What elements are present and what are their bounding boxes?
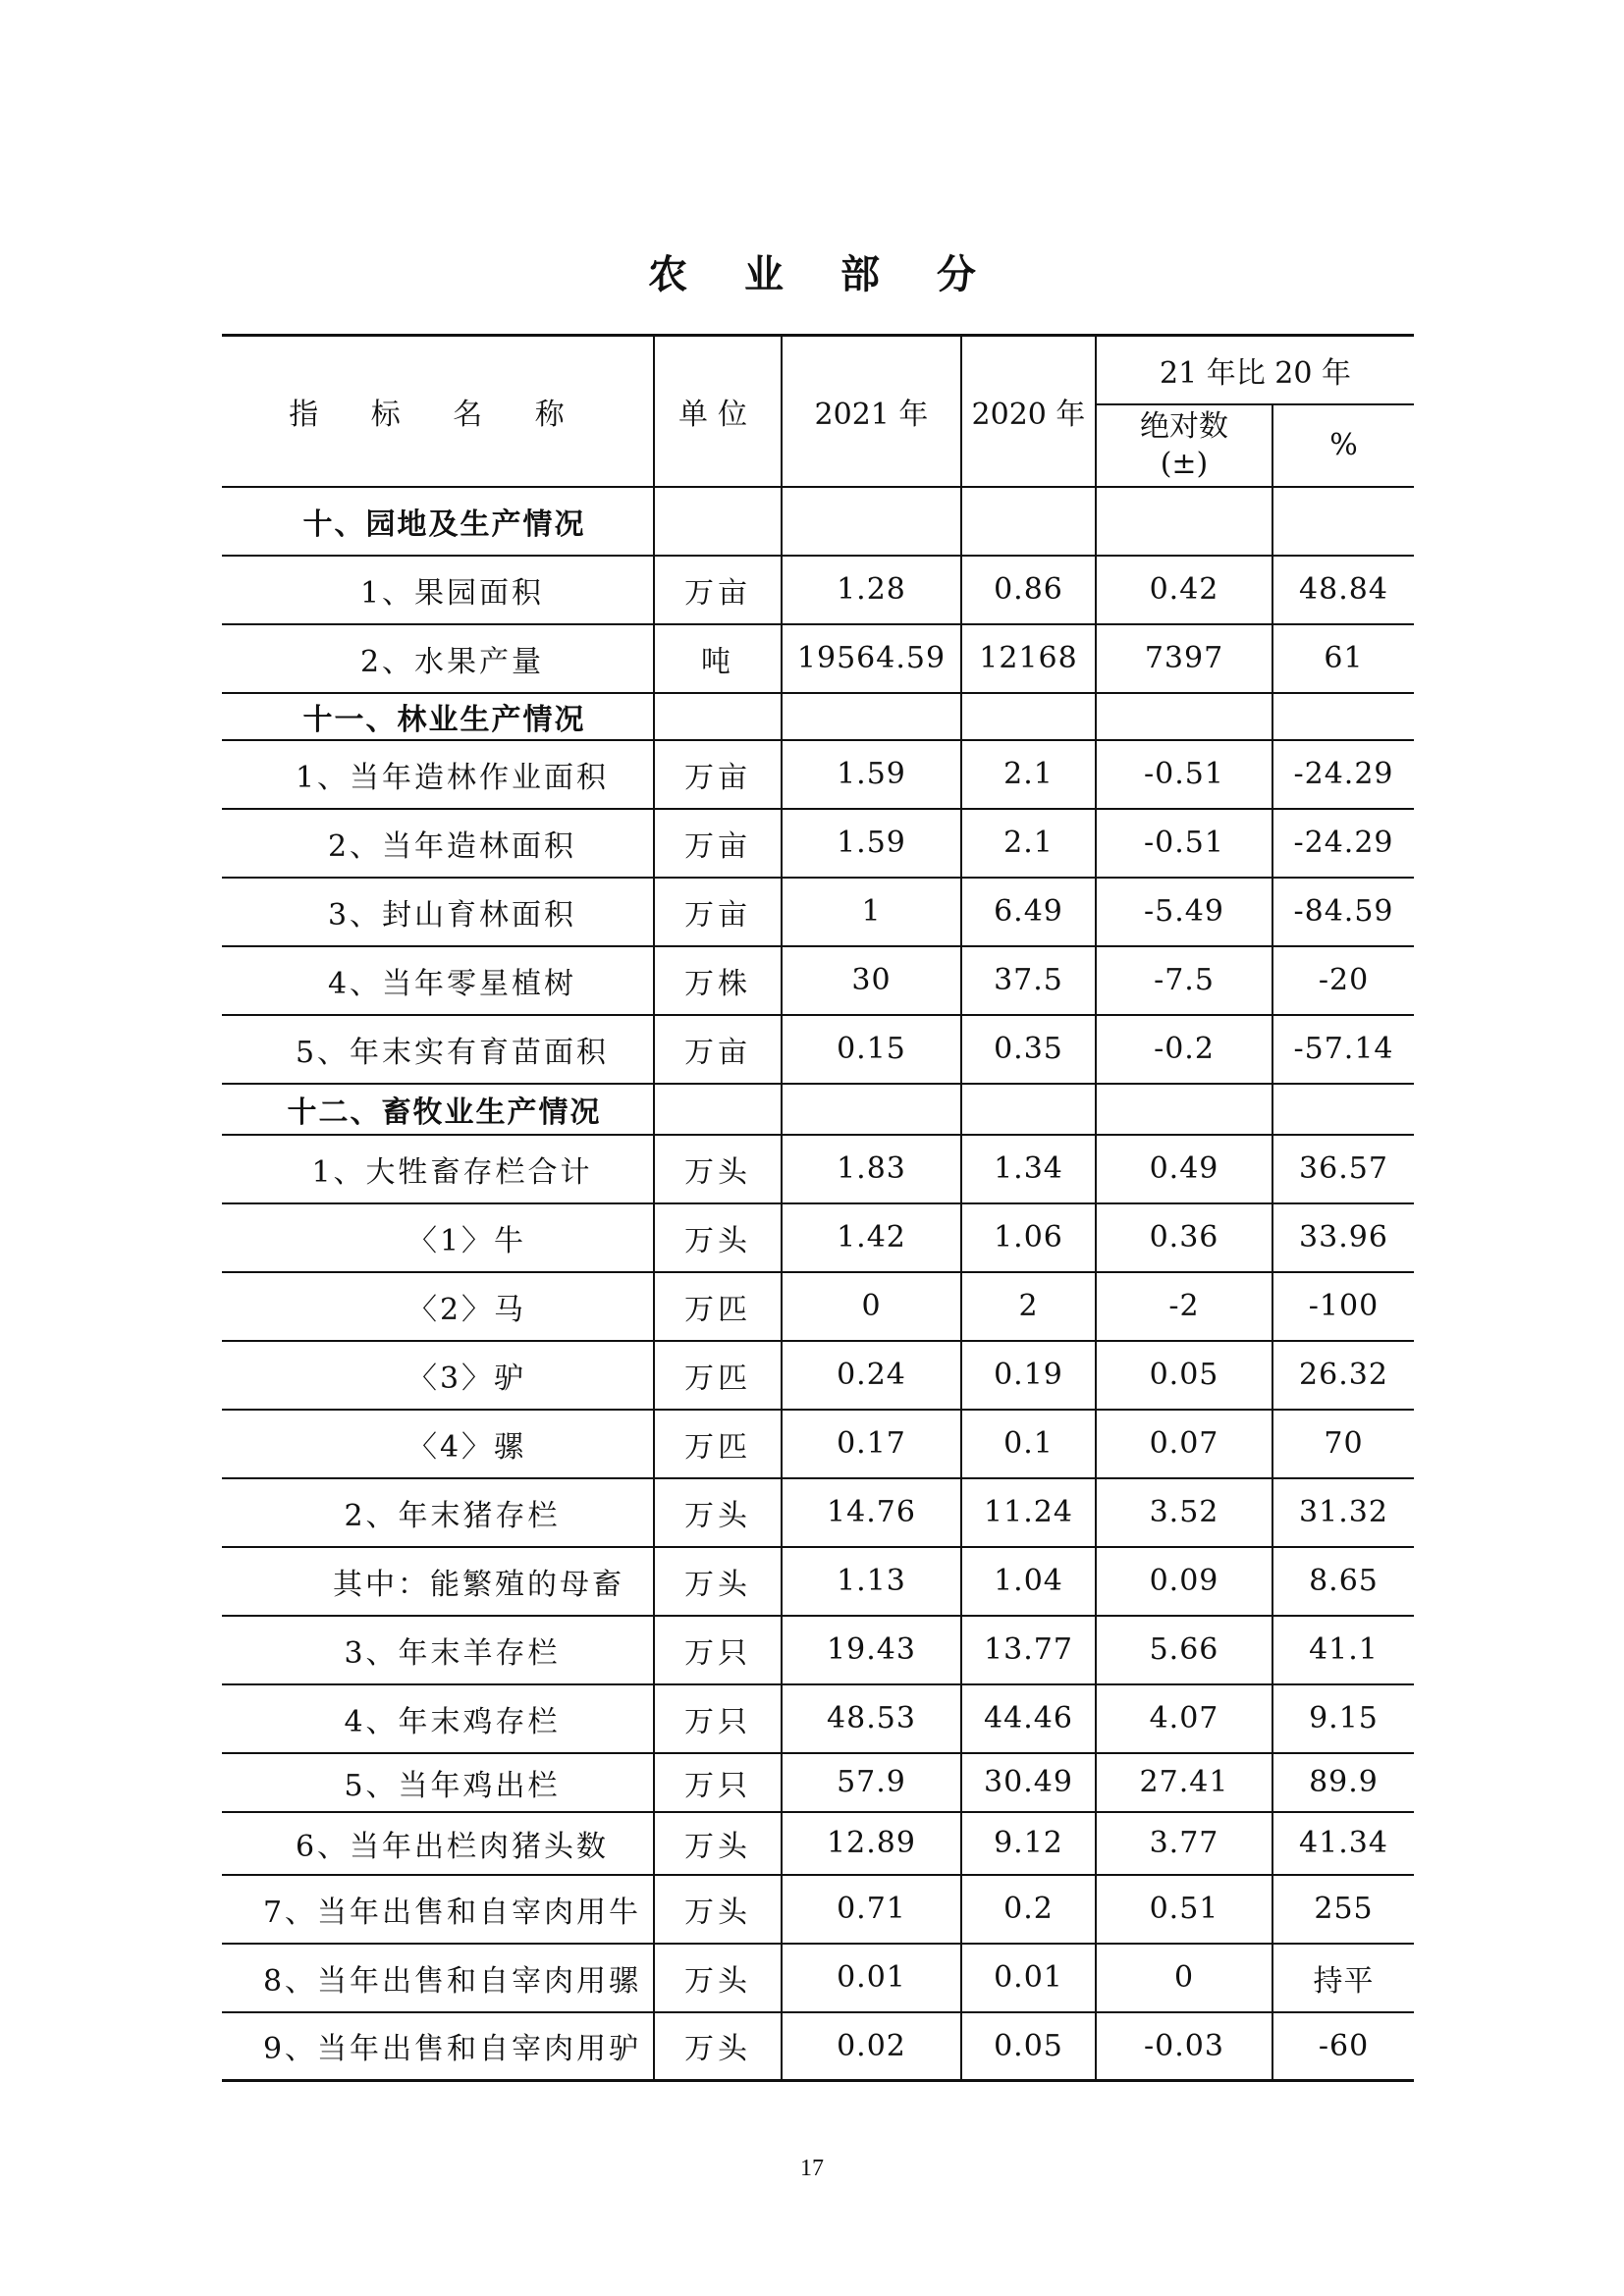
table-row bbox=[222, 556, 1414, 624]
value-2020-cell: 0.2 bbox=[961, 1875, 1096, 1944]
percent-change-cell: 70 bbox=[1272, 1410, 1414, 1478]
percent-change-cell: 48.84 bbox=[1272, 556, 1414, 624]
empty-cell bbox=[1096, 1084, 1272, 1135]
value-2020-cell: 6.49 bbox=[961, 878, 1096, 946]
empty-cell bbox=[961, 693, 1096, 740]
indicator-name-cell: 5、当年鸡出栏 bbox=[222, 1753, 654, 1812]
indicator-name-cell: 9、当年出售和自宰肉用驴 bbox=[222, 2012, 654, 2081]
table-row bbox=[222, 1015, 1414, 1084]
unit-cell: 万只 bbox=[654, 1616, 782, 1684]
section-title: 十、园地及生产情况 bbox=[222, 487, 654, 556]
indicator-name-cell: 2、年末猪存栏 bbox=[222, 1478, 654, 1547]
value-2021-cell: 0 bbox=[782, 1272, 961, 1341]
value-2021-cell: 0.24 bbox=[782, 1341, 961, 1410]
value-2020-cell: 1.04 bbox=[961, 1547, 1096, 1616]
indicator-name-cell: 1、果园面积 bbox=[222, 556, 654, 624]
unit-cell: 万头 bbox=[654, 1875, 782, 1944]
unit-cell: 万头 bbox=[654, 1812, 782, 1875]
value-2020-cell: 0.05 bbox=[961, 2012, 1096, 2081]
value-2020-cell: 2 bbox=[961, 1272, 1096, 1341]
indicator-name-cell: 7、当年出售和自宰肉用牛 bbox=[222, 1875, 654, 1944]
indicator-name-cell: 2、当年造林面积 bbox=[222, 809, 654, 878]
percent-change-cell: 36.57 bbox=[1272, 1135, 1414, 1203]
unit-cell: 万株 bbox=[654, 946, 782, 1015]
value-2021-cell: 0.71 bbox=[782, 1875, 961, 1944]
empty-cell bbox=[1272, 693, 1414, 740]
percent-change-cell: -100 bbox=[1272, 1272, 1414, 1341]
unit-cell: 万匹 bbox=[654, 1410, 782, 1478]
percent-change-cell: 61 bbox=[1272, 624, 1414, 693]
value-2021-cell: 48.53 bbox=[782, 1684, 961, 1753]
absolute-change-cell: 0.42 bbox=[1096, 556, 1272, 624]
table-row bbox=[222, 2012, 1414, 2081]
absolute-change-cell: 0.36 bbox=[1096, 1203, 1272, 1272]
absolute-change-cell: 0.09 bbox=[1096, 1547, 1272, 1616]
value-2020-cell: 0.01 bbox=[961, 1944, 1096, 2012]
table-header bbox=[222, 336, 1414, 487]
page-number: 17 bbox=[800, 2156, 824, 2181]
table-row bbox=[222, 1547, 1414, 1616]
unit-cell: 万头 bbox=[654, 1203, 782, 1272]
page-title: 农 业 部 分 bbox=[648, 252, 998, 297]
value-2020-cell: 11.24 bbox=[961, 1478, 1096, 1547]
unit-cell: 万头 bbox=[654, 1478, 782, 1547]
unit-cell: 万头 bbox=[654, 1547, 782, 1616]
table-row bbox=[222, 1135, 1414, 1203]
header-absolute-sign: (±) bbox=[1160, 446, 1209, 481]
section-row bbox=[222, 1084, 1414, 1135]
table-row bbox=[222, 1944, 1414, 2012]
value-2020-cell: 30.49 bbox=[961, 1753, 1096, 1812]
value-2021-cell: 0.17 bbox=[782, 1410, 961, 1478]
value-2021-cell: 1.59 bbox=[782, 740, 961, 809]
table-row bbox=[222, 1684, 1414, 1753]
empty-cell bbox=[782, 487, 961, 556]
absolute-change-cell: 3.77 bbox=[1096, 1812, 1272, 1875]
value-2021-cell: 1.59 bbox=[782, 809, 961, 878]
table-row bbox=[222, 740, 1414, 809]
absolute-change-cell: 0 bbox=[1096, 1944, 1272, 2012]
unit-cell: 万头 bbox=[654, 2012, 782, 2081]
table-row bbox=[222, 624, 1414, 693]
percent-change-cell: -24.29 bbox=[1272, 740, 1414, 809]
value-2021-cell: 1 bbox=[782, 878, 961, 946]
header-unit: 单位 bbox=[654, 336, 782, 487]
empty-cell bbox=[654, 693, 782, 740]
percent-change-cell: 26.32 bbox=[1272, 1341, 1414, 1410]
indicator-name-cell: 4、年末鸡存栏 bbox=[222, 1684, 654, 1753]
absolute-change-cell: 3.52 bbox=[1096, 1478, 1272, 1547]
table-row bbox=[222, 1812, 1414, 1875]
table-row bbox=[222, 1875, 1414, 1944]
unit-cell: 万头 bbox=[654, 1135, 782, 1203]
indicator-name-cell: 1、当年造林作业面积 bbox=[222, 740, 654, 809]
section-row bbox=[222, 693, 1414, 740]
percent-change-cell: 持平 bbox=[1272, 1944, 1414, 2012]
header-percent: % bbox=[1272, 404, 1414, 487]
table-row bbox=[222, 1616, 1414, 1684]
table-row bbox=[222, 1272, 1414, 1341]
value-2020-cell: 0.1 bbox=[961, 1410, 1096, 1478]
unit-cell: 万亩 bbox=[654, 740, 782, 809]
absolute-change-cell: -0.2 bbox=[1096, 1015, 1272, 1084]
absolute-change-cell: -7.5 bbox=[1096, 946, 1272, 1015]
header-compare: 21 年比 20 年 bbox=[1096, 336, 1414, 404]
section-title: 十一、林业生产情况 bbox=[222, 693, 654, 740]
empty-cell bbox=[1096, 487, 1272, 556]
indicator-name-cell: 〈4〉骡 bbox=[222, 1410, 654, 1478]
absolute-change-cell: 7397 bbox=[1096, 624, 1272, 693]
unit-cell: 万只 bbox=[654, 1684, 782, 1753]
value-2021-cell: 12.89 bbox=[782, 1812, 961, 1875]
absolute-change-cell: -0.51 bbox=[1096, 809, 1272, 878]
empty-cell bbox=[961, 1084, 1096, 1135]
agriculture-stats-table bbox=[222, 334, 1414, 2082]
value-2021-cell: 0.01 bbox=[782, 1944, 961, 2012]
absolute-change-cell: 27.41 bbox=[1096, 1753, 1272, 1812]
indicator-name-cell: 4、当年零星植树 bbox=[222, 946, 654, 1015]
percent-change-cell: -60 bbox=[1272, 2012, 1414, 2081]
header-year-2021: 2021 年 bbox=[782, 336, 961, 487]
value-2020-cell: 0.19 bbox=[961, 1341, 1096, 1410]
value-2021-cell: 19564.59 bbox=[782, 624, 961, 693]
empty-cell bbox=[782, 1084, 961, 1135]
unit-cell: 万亩 bbox=[654, 1015, 782, 1084]
empty-cell bbox=[1272, 1084, 1414, 1135]
value-2020-cell: 44.46 bbox=[961, 1684, 1096, 1753]
unit-cell: 万亩 bbox=[654, 809, 782, 878]
percent-change-cell: 9.15 bbox=[1272, 1684, 1414, 1753]
indicator-name-cell: 其中：能繁殖的母畜 bbox=[222, 1547, 654, 1616]
table-row bbox=[222, 946, 1414, 1015]
absolute-change-cell: 4.07 bbox=[1096, 1684, 1272, 1753]
indicator-name-cell: 〈2〉马 bbox=[222, 1272, 654, 1341]
table-row bbox=[222, 809, 1414, 878]
percent-change-cell: 41.1 bbox=[1272, 1616, 1414, 1684]
table-row bbox=[222, 1478, 1414, 1547]
indicator-name-cell: 6、当年出栏肉猪头数 bbox=[222, 1812, 654, 1875]
percent-change-cell: 41.34 bbox=[1272, 1812, 1414, 1875]
unit-cell: 万亩 bbox=[654, 556, 782, 624]
table-row bbox=[222, 878, 1414, 946]
indicator-name-cell: 8、当年出售和自宰肉用骡 bbox=[222, 1944, 654, 2012]
percent-change-cell: -24.29 bbox=[1272, 809, 1414, 878]
value-2020-cell: 0.35 bbox=[961, 1015, 1096, 1084]
table-row bbox=[222, 1341, 1414, 1410]
empty-cell bbox=[961, 487, 1096, 556]
table-row bbox=[222, 1753, 1414, 1812]
value-2021-cell: 0.02 bbox=[782, 2012, 961, 2081]
section-title: 十二、畜牧业生产情况 bbox=[222, 1084, 654, 1135]
empty-cell bbox=[782, 693, 961, 740]
unit-cell: 万只 bbox=[654, 1753, 782, 1812]
unit-cell: 万匹 bbox=[654, 1341, 782, 1410]
percent-change-cell: 8.65 bbox=[1272, 1547, 1414, 1616]
value-2020-cell: 1.34 bbox=[961, 1135, 1096, 1203]
indicator-name-cell: 5、年末实有育苗面积 bbox=[222, 1015, 654, 1084]
value-2020-cell: 2.1 bbox=[961, 740, 1096, 809]
value-2021-cell: 1.42 bbox=[782, 1203, 961, 1272]
indicator-name-cell: 2、水果产量 bbox=[222, 624, 654, 693]
absolute-change-cell: 0.51 bbox=[1096, 1875, 1272, 1944]
unit-cell: 万头 bbox=[654, 1944, 782, 2012]
unit-cell: 万匹 bbox=[654, 1272, 782, 1341]
value-2021-cell: 30 bbox=[782, 946, 961, 1015]
percent-change-cell: -20 bbox=[1272, 946, 1414, 1015]
percent-change-cell: 255 bbox=[1272, 1875, 1414, 1944]
percent-change-cell: 89.9 bbox=[1272, 1753, 1414, 1812]
value-2021-cell: 1.83 bbox=[782, 1135, 961, 1203]
indicator-name-cell: 3、封山育林面积 bbox=[222, 878, 654, 946]
value-2020-cell: 2.1 bbox=[961, 809, 1096, 878]
value-2021-cell: 57.9 bbox=[782, 1753, 961, 1812]
absolute-change-cell: -2 bbox=[1096, 1272, 1272, 1341]
value-2021-cell: 19.43 bbox=[782, 1616, 961, 1684]
absolute-change-cell: 0.05 bbox=[1096, 1341, 1272, 1410]
absolute-change-cell: -5.49 bbox=[1096, 878, 1272, 946]
absolute-change-cell: 0.07 bbox=[1096, 1410, 1272, 1478]
value-2021-cell: 0.15 bbox=[782, 1015, 961, 1084]
absolute-change-cell: 0.49 bbox=[1096, 1135, 1272, 1203]
absolute-change-cell: -0.03 bbox=[1096, 2012, 1272, 2081]
unit-cell: 吨 bbox=[654, 624, 782, 693]
table-row bbox=[222, 1203, 1414, 1272]
value-2020-cell: 0.86 bbox=[961, 556, 1096, 624]
value-2020-cell: 9.12 bbox=[961, 1812, 1096, 1875]
unit-cell: 万亩 bbox=[654, 878, 782, 946]
empty-cell bbox=[1272, 487, 1414, 556]
value-2020-cell: 37.5 bbox=[961, 946, 1096, 1015]
empty-cell bbox=[654, 1084, 782, 1135]
percent-change-cell: 33.96 bbox=[1272, 1203, 1414, 1272]
value-2020-cell: 12168 bbox=[961, 624, 1096, 693]
indicator-name-cell: 1、大牲畜存栏合计 bbox=[222, 1135, 654, 1203]
indicator-name-cell: 〈3〉驴 bbox=[222, 1341, 654, 1410]
value-2021-cell: 1.13 bbox=[782, 1547, 961, 1616]
indicator-name-cell: 3、年末羊存栏 bbox=[222, 1616, 654, 1684]
header-indicator-name: 指 标 名 称 bbox=[222, 336, 654, 487]
value-2020-cell: 13.77 bbox=[961, 1616, 1096, 1684]
value-2020-cell: 1.06 bbox=[961, 1203, 1096, 1272]
table-body bbox=[222, 487, 1414, 2081]
value-2021-cell: 1.28 bbox=[782, 556, 961, 624]
table-row bbox=[222, 1410, 1414, 1478]
empty-cell bbox=[654, 487, 782, 556]
percent-change-cell: -84.59 bbox=[1272, 878, 1414, 946]
absolute-change-cell: 5.66 bbox=[1096, 1616, 1272, 1684]
header-year-2020: 2020 年 bbox=[961, 336, 1096, 487]
value-2021-cell: 14.76 bbox=[782, 1478, 961, 1547]
percent-change-cell: -57.14 bbox=[1272, 1015, 1414, 1084]
percent-change-cell: 31.32 bbox=[1272, 1478, 1414, 1547]
absolute-change-cell: -0.51 bbox=[1096, 740, 1272, 809]
empty-cell bbox=[1096, 693, 1272, 740]
header-absolute bbox=[1096, 404, 1272, 487]
section-row bbox=[222, 487, 1414, 556]
header-absolute-label: 绝对数 bbox=[1140, 408, 1228, 444]
indicator-name-cell: 〈1〉牛 bbox=[222, 1203, 654, 1272]
